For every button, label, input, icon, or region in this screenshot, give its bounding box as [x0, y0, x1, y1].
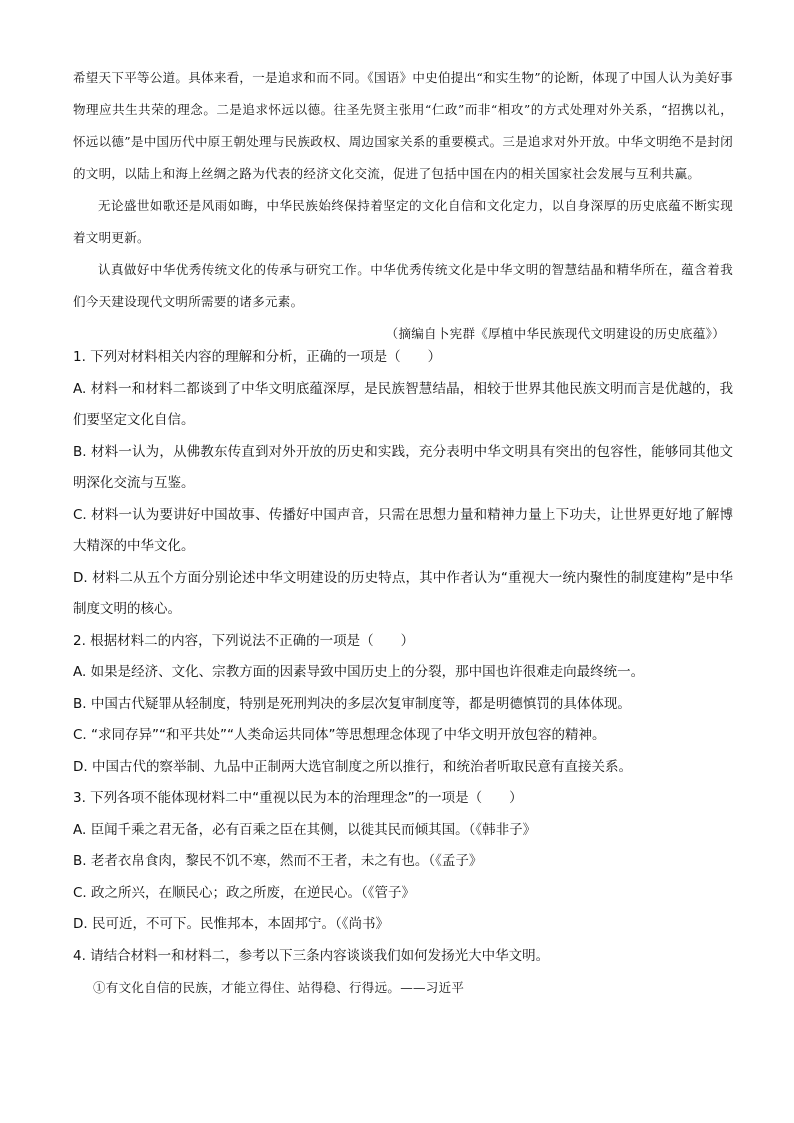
question-1-option-d: D. 材料二从五个方面分别论述中华文明建设的历史特点，其中作者认为“重视大一统内聚性的制度建构”是中华制度文明的核心。 [73, 569, 733, 617]
question-2-option-a: A. 如果是经济、文化、宗教方面的因素导致中国历史上的分裂，那中国也许很难走向最终统一。 [73, 664, 645, 680]
question-3-stem: 3. 下列各项不能体现材料二中“重视以民为本的治理理念”的一项是（ ） [73, 790, 523, 806]
question-4-quote-1: ①有文化自信的民族，才能立得住、站得稳、行得远。——习近平 [93, 980, 465, 995]
questions-section [73, 342, 733, 1004]
question-1-stem: 1. 下列对材料相关内容的理解和分析，正确的一项是（ ） [73, 349, 442, 365]
question-2-option-d: D. 中国古代的察举制、九品中正制两大选官制度之所以推行，和统治者听取民意有直接关系。 [73, 758, 632, 775]
passage-paragraph-2: 无论盛世如歌还是风雨如晦，中华民族始终保持着坚定的文化自信和文化定力，以自身深厚的历史底蕴不断实现着文明更新。 [73, 198, 733, 245]
question-3-option-b: B. 老者衣帛食肉，黎民不饥不寒，然而不王者，未之有也。（《孟子》 [73, 853, 483, 869]
reading-passage [73, 62, 733, 350]
passage-paragraph-1: 希望天下平等公道。具体来看，一是追求和而不同。《国语》中史伯提出“和实生物”的论断，体现了中国人认为美好事物理应共生共荣的理念。二是追求怀远以德。往圣先贤主张用“仁政”而非“相攻”的方式处理对外关系，“招携以礼，怀远以德”是中国历代中原王朝处理与民族政权、周边国家关系的重要模式。三是追求对外开放。中华文明绝不是封闭的文明，以陆上和海上丝绸之路为代表的经济文化交流，促进了包括中国在内的相关国家社会发展与互利共赢。 [73, 70, 733, 181]
question-1-option-c: C. 材料一认为要讲好中国故事、传播好中国声音，只需在思想力量和精神力量上下功夫，让世界更好地了解博大精深的中华文化。 [73, 506, 733, 554]
question-2-option-b: B. 中国古代疑罪从轻制度，特别是死刑判决的多层次复审制度等，都是明德慎罚的具体体现。 [73, 695, 631, 712]
question-3-option-d: D. 民可近，不可下。民惟邦本，本固邦宁。（《尚书》 [73, 916, 389, 932]
question-1-option-b: B. 材料一认为，从佛教东传直到对外开放的历史和实践，充分表明中华文明具有突出的包容性，能够同其他文明深化交流与互鉴。 [73, 443, 733, 491]
passage-source: （摘编自卜宪群《厚植中华民族现代文明建设的历史底蕴》） [385, 326, 725, 341]
passage-paragraph-3: 认真做好中华优秀传统文化的传承与研究工作。中华优秀传统文化是中华文明的智慧结晶和精华所在，蕴含着我们今天建设现代文明所需要的诸多元素。 [73, 262, 733, 309]
question-1-option-a: A. 材料一和材料二都谈到了中华文明底蕴深厚，是民族智慧结晶，相较于世界其他民族文明而言是优越的，我们要坚定文化自信。 [73, 380, 733, 428]
question-3-option-c: C. 政之所兴，在顺民心；政之所废，在逆民心。（《管子》 [73, 884, 416, 901]
question-4-stem: 4. 请结合材料一和材料二，参考以下三条内容谈谈我们如何发扬光大中华文明。 [73, 947, 550, 964]
question-2-stem: 2. 根据材料二的内容，下列说法不正确的一项是（ ） [73, 632, 415, 649]
question-2-option-c: C. “求同存异”“和平共处”“人类命运共同体”等思想理念体现了中华文明开放包容的精神。 [73, 727, 606, 743]
question-3-option-a: A. 臣闻千乘之君无备，必有百乘之臣在其侧，以徙其民而倾其国。（《韩非子》 [73, 821, 537, 838]
